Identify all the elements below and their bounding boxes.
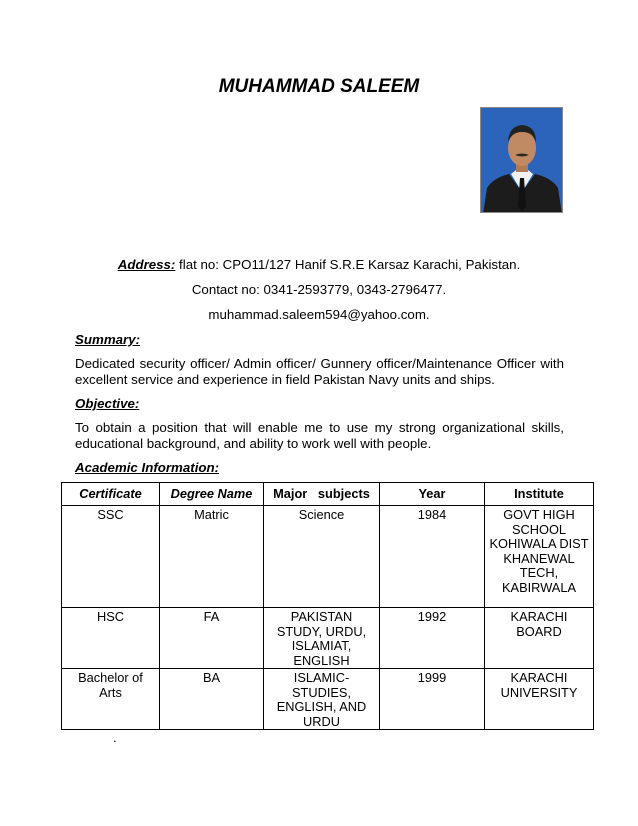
table-cell: FA [160,608,264,669]
table-cell: 1992 [380,608,485,669]
address-line [0,257,638,272]
objective-text: To obtain a position that will enable me to use my strong organizational skills, educational background, and ability to work well with people. [75,420,564,451]
table-cell: GOVT HIGH SCHOOL KOHIWALA DIST KHANEWAL TECH, KABIRWALA [485,506,594,608]
table-cell: SSC [62,506,160,608]
table-cell: BA [160,669,264,730]
table-cell: Matric [160,506,264,608]
column-header: Institute [485,483,594,506]
candidate-name: MUHAMMAD SALEEM [218,76,420,97]
table-header-row [62,483,594,506]
summary-heading: Summary: [75,332,141,347]
objective-heading: Objective: [75,396,140,411]
table-cell: Bachelor of Arts [62,669,160,730]
table-cell: 1984 [380,506,485,608]
table-cell: HSC [62,608,160,669]
column-header: Certificate [62,483,160,506]
table-row [62,669,594,730]
table-row [62,608,594,669]
summary-text: Dedicated security officer/ Admin officer/ Gunnery officer/Maintenance Officer with excellent service and experience in field Pakistan Navy units and ships. [75,356,564,387]
email-line: muhammad.saleem594@yahoo.com. [208,307,430,322]
table-cell: KARACHI UNIVERSITY [485,669,594,730]
trailing-dot: . [113,730,117,745]
column-header: Degree Name [160,483,264,506]
portrait-photo [480,107,563,213]
table-cell: Science [264,506,380,608]
contact-line: Contact no: 0341-2593779, 0343-2796477. [191,282,447,297]
table-cell: PAKISTAN STUDY, URDU, ISLAMIAT, ENGLISH [264,608,380,669]
table-cell: ISLAMIC-STUDIES, ENGLISH, AND URDU [264,669,380,730]
column-header: Year [380,483,485,506]
academic-heading: Academic Information: [75,460,220,475]
table-row [62,506,594,608]
academic-table [61,482,594,730]
table-cell: KARACHI BOARD [485,608,594,669]
portrait-photo-icon [481,108,563,213]
address-value: flat no: CPO11/127 Hanif S.R.E Karsaz Karachi, Pakistan. [175,257,521,272]
column-header: Major subjects [264,483,380,506]
table-cell: 1999 [380,669,485,730]
address-label: Address: [117,257,176,272]
